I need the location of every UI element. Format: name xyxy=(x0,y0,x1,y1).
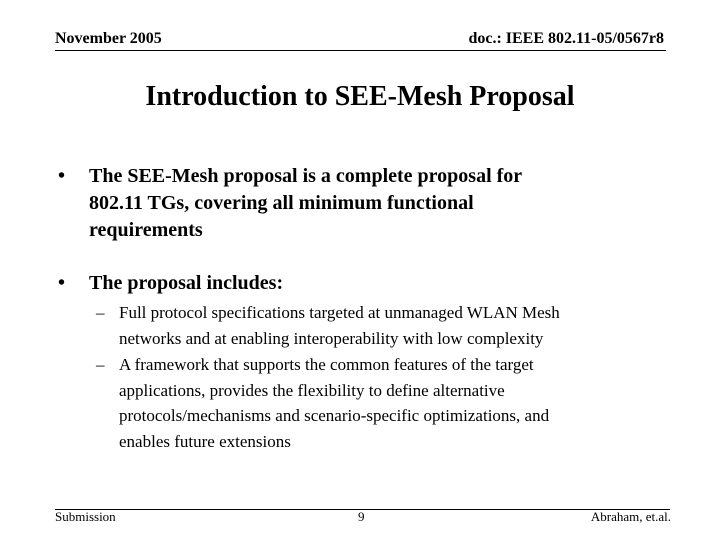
page-number: 9 xyxy=(358,509,365,524)
slide-title: Introduction to SEE-Mesh Proposal xyxy=(145,81,575,112)
footer-submission: Submission xyxy=(55,509,116,524)
header-divider xyxy=(55,50,666,51)
bullet-text: The SEE-Mesh proposal is a complete proposal for 802.11 TGs, covering all minimum functional requirements xyxy=(89,165,523,241)
header-doc-id: doc.: IEEE 802.11-05/0567r8 xyxy=(468,30,664,47)
sub-bullet-symbol: – xyxy=(96,303,105,322)
header-date: November 2005 xyxy=(55,30,162,47)
sub-bullet-text: A framework that supports the common features of the target applications, provides the flexibility to define alternative protocols/mechanisms and scenario-specific optimizations, and enables future extensions xyxy=(119,355,550,451)
sub-bullet-item xyxy=(96,300,676,352)
sub-bullet-item xyxy=(96,352,676,456)
bullet-symbol: • xyxy=(58,272,66,294)
bullet-item xyxy=(58,163,678,253)
bullet-text: The proposal includes: xyxy=(89,272,284,294)
bullet-item xyxy=(58,270,678,300)
sub-bullet-text: Full protocol specifications targeted at unmanaged WLAN Mesh networks and at enabling interoperability with low complexity xyxy=(119,303,560,348)
footer-author: Abraham, et.al. xyxy=(590,509,671,524)
sub-bullet-symbol: – xyxy=(96,355,105,374)
bullet-symbol: • xyxy=(58,165,66,187)
